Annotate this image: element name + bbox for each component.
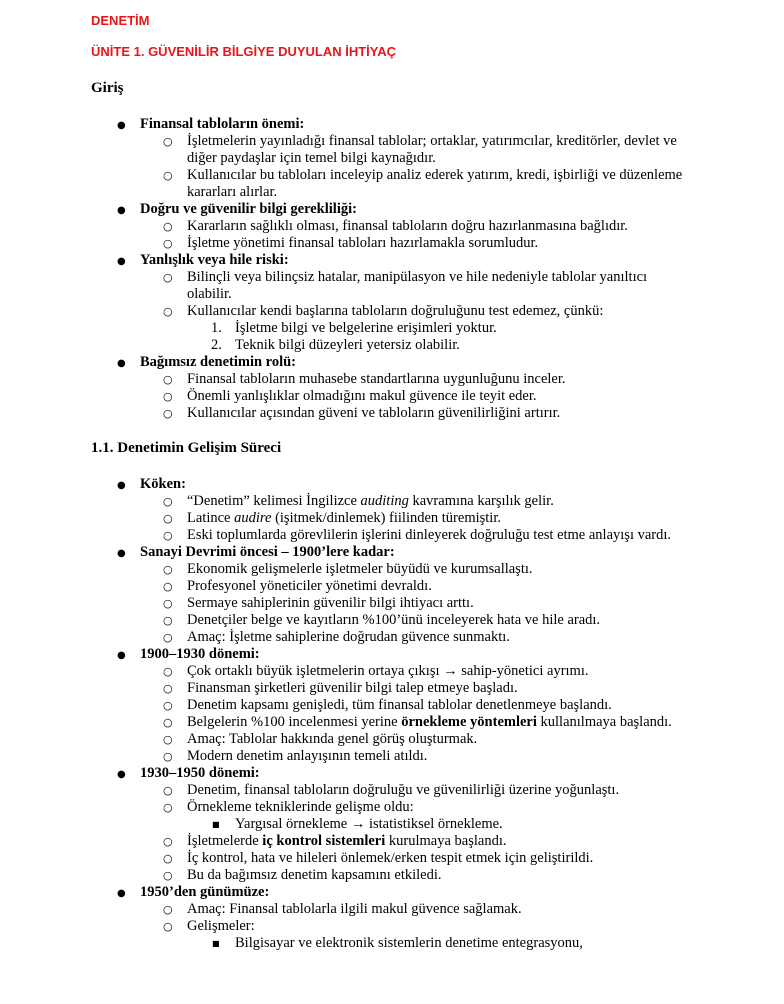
bullet-circle: ○: [163, 512, 173, 525]
bullet-circle: ○: [163, 869, 173, 882]
bullet-circle: ○: [163, 716, 173, 729]
course-title: DENETİM: [91, 13, 150, 28]
bullet-square: ■: [212, 820, 220, 829]
list-item: İç kontrol, hata ve hileleri önlemek/erken tespit etmek için geliştirildi.: [187, 850, 594, 866]
bullet-circle: ○: [163, 665, 173, 678]
bullet-circle: ○: [163, 733, 173, 746]
list-item: Bu da bağımsız denetim kapsamını etkiledi.: [187, 867, 442, 883]
bullet-dot: ●: [117, 256, 126, 267]
list-item-continued: olabilir.: [187, 286, 232, 302]
list-item: Sermaye sahiplerinin güvenilir bilgi ihtiyacı arttı.: [187, 595, 474, 611]
bullet-circle: ○: [163, 920, 173, 933]
bullet-circle: ○: [163, 801, 173, 814]
bullet-square: ■: [212, 939, 220, 948]
bullet-dot: ●: [117, 769, 126, 780]
list-item: Denetim kapsamı genişledi, tüm finansal tablolar denetlenmeye başlandı.: [187, 697, 612, 713]
list-item-continued: kararları alırlar.: [187, 184, 278, 200]
list-item: İşletmelerde iç kontrol sistemleri kurulmaya başlandı.: [187, 833, 507, 849]
list-item: Kullanıcılar bu tabloları inceleyip analiz ederek yatırım, kredi, işbirliği ve düzenleme: [187, 167, 683, 183]
bullet-heading: Finansal tabloların önemi:: [140, 116, 305, 132]
bullet-heading: Sanayi Devrimi öncesi – 1900’lere kadar:: [140, 544, 395, 560]
unit-title: ÜNİTE 1. GÜVENİLİR BİLGİYE DUYULAN İHTİYAÇ: [91, 44, 397, 59]
bullet-dot: ●: [117, 120, 126, 131]
bullet-heading: 1930–1950 dönemi:: [140, 765, 260, 781]
bullet-circle: ○: [163, 237, 173, 250]
list-item: Finansman şirketleri güvenilir bilgi talep etmeye başladı.: [187, 680, 518, 696]
bullet-circle: ○: [163, 699, 173, 712]
list-item: Profesyonel yöneticiler yönetimi devraldı.: [187, 578, 432, 594]
list-item: Latince audire (işitmek/dinlemek) fiilinden türemiştir.: [187, 510, 501, 526]
bullet-dot: ●: [117, 650, 126, 661]
bullet-circle: ○: [163, 135, 173, 148]
bullet-heading: Köken:: [140, 476, 186, 492]
list-item: Eski toplumlarda görevlilerin işlerini dinleyerek doğruluğu test etme anlayışı vardı.: [187, 527, 672, 543]
list-number: 1.: [211, 320, 222, 336]
list-item: Amaç: Tablolar hakkında genel görüş oluşturmak.: [187, 731, 478, 747]
bullet-circle: ○: [163, 580, 173, 593]
list-item: Gelişmeler:: [187, 918, 255, 934]
bullet-circle: ○: [163, 271, 173, 284]
sub-list-item: Yargısal örnekleme → istatistiksel örnekleme.: [235, 816, 503, 832]
list-item: İşletme yönetimi finansal tabloları hazırlamakla sorumludur.: [187, 235, 539, 251]
bullet-circle: ○: [163, 305, 173, 318]
bullet-dot: ●: [117, 205, 126, 216]
bullet-dot: ●: [117, 358, 126, 369]
bullet-dot: ●: [117, 548, 126, 559]
list-item: Finansal tabloların muhasebe standartlarına uygunluğunu inceler.: [187, 371, 566, 387]
list-item: Denetim, finansal tabloların doğruluğu ve güvenilirliği üzerine yoğunlaştı.: [187, 782, 620, 798]
numbered-item: İşletme bilgi ve belgelerine erişimleri yoktur.: [235, 320, 497, 336]
list-item: Amaç: İşletme sahiplerine doğrudan güvence sunmaktı.: [187, 629, 510, 645]
bullet-circle: ○: [163, 750, 173, 763]
bullet-circle: ○: [163, 563, 173, 576]
bullet-dot: ●: [117, 888, 126, 899]
list-item: “Denetim” kelimesi İngilizce auditing kavramına karşılık gelir.: [187, 493, 554, 509]
bullet-heading: Yanlışlık veya hile riski:: [140, 252, 289, 268]
list-item: İşletmelerin yayınladığı finansal tablolar; ortaklar, yatırımcılar, kreditörler, devlet ve: [187, 133, 677, 149]
bullet-heading: Bağımsız denetimin rolü:: [140, 354, 297, 370]
bullet-circle: ○: [163, 835, 173, 848]
bullet-dot: ●: [117, 480, 126, 491]
bullet-circle: ○: [163, 597, 173, 610]
list-item: Ekonomik gelişmelerle işletmeler büyüdü ve kurumsallaştı.: [187, 561, 533, 577]
bullet-circle: ○: [163, 407, 173, 420]
bullet-circle: ○: [163, 682, 173, 695]
bullet-circle: ○: [163, 903, 173, 916]
list-item: Bilinçli veya bilinçsiz hatalar, manipülasyon ve hile nedeniyle tablolar yanıltıcı: [187, 269, 648, 285]
list-item: Örnekleme tekniklerinde gelişme oldu:: [187, 799, 414, 815]
bullet-circle: ○: [163, 495, 173, 508]
section-title-development: 1.1. Denetimin Gelişim Süreci: [91, 440, 282, 456]
bullet-circle: ○: [163, 220, 173, 233]
list-item-continued: diğer paydaşlar için temel bilgi kaynağıdır.: [187, 150, 436, 166]
bullet-circle: ○: [163, 373, 173, 386]
section-title-intro: Giriş: [91, 80, 124, 96]
numbered-item: Teknik bilgi düzeyleri yetersiz olabilir.: [235, 337, 460, 353]
bullet-circle: ○: [163, 169, 173, 182]
list-item: Çok ortaklı büyük işletmelerin ortaya çıkışı → sahip-yönetici ayrımı.: [187, 663, 589, 679]
list-item: Amaç: Finansal tablolarla ilgili makul güvence sağlamak.: [187, 901, 522, 917]
bullet-circle: ○: [163, 784, 173, 797]
bullet-circle: ○: [163, 852, 173, 865]
bullet-circle: ○: [163, 614, 173, 627]
bullet-heading: 1900–1930 dönemi:: [140, 646, 260, 662]
bullet-circle: ○: [163, 529, 173, 542]
bullet-circle: ○: [163, 631, 173, 644]
list-item: Kullanıcılar açısından güveni ve tabloların güvenilirliğini artırır.: [187, 405, 561, 421]
list-item: Önemli yanlışlıklar olmadığını makul güvence ile teyit eder.: [187, 388, 537, 404]
bullet-circle: ○: [163, 390, 173, 403]
list-item: Belgelerin %100 incelenmesi yerine örnekleme yöntemleri kullanılmaya başlandı.: [187, 714, 672, 730]
list-item: Kararların sağlıklı olması, finansal tabloların doğru hazırlanmasına bağlıdır.: [187, 218, 628, 234]
bullet-heading: Doğru ve güvenilir bilgi gerekliliği:: [140, 201, 357, 217]
list-item: Kullanıcılar kendi başlarına tabloların doğruluğunu test edemez, çünkü:: [187, 303, 604, 319]
list-item: Modern denetim anlayışının temeli atıldı.: [187, 748, 428, 764]
list-item: Denetçiler belge ve kayıtların %100’ünü inceleyerek hata ve hile aradı.: [187, 612, 601, 628]
bullet-heading: 1950’den günümüze:: [140, 884, 270, 900]
sub-list-item: Bilgisayar ve elektronik sistemlerin denetime entegrasyonu,: [235, 935, 583, 951]
list-number: 2.: [211, 337, 222, 353]
